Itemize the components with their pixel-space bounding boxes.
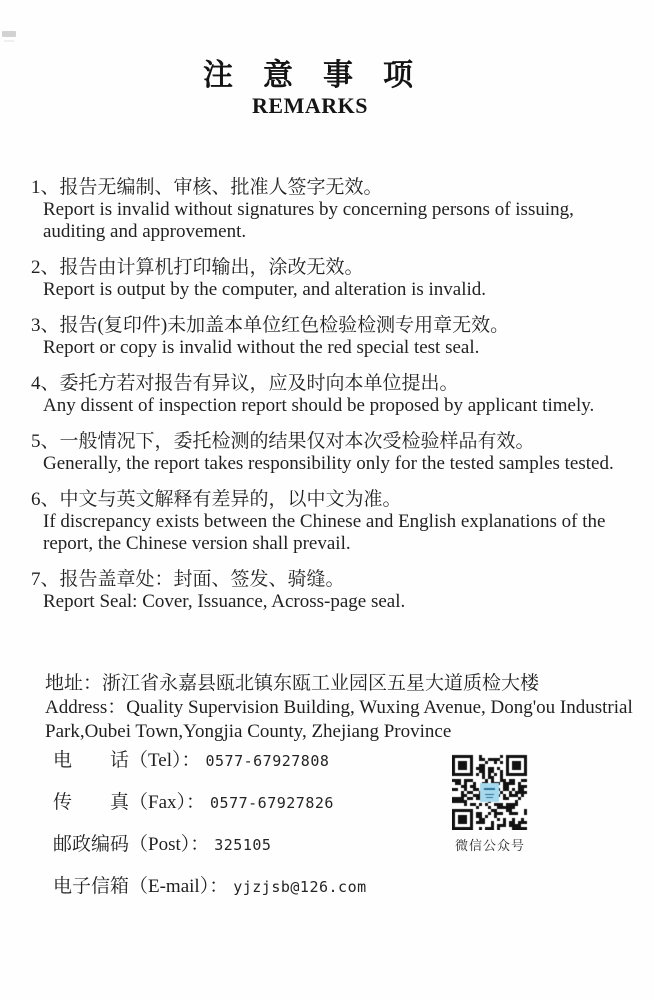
remark-number: 3、: [31, 315, 60, 336]
remark-en: Report Seal: Cover, Issuance, Across-page seal.: [43, 591, 406, 612]
remark-item: [31, 431, 646, 475]
remark-en: auditing and approvement.: [43, 221, 247, 242]
post-value: 325105: [214, 836, 272, 854]
remark-number: 6、: [31, 489, 60, 510]
remark-zh: [31, 373, 646, 395]
remark-zh-text: 报告由计算机打印输出，涂改无效。: [59, 257, 364, 278]
fax-value: 0577-67927826: [210, 794, 334, 812]
remark-item: [31, 569, 646, 613]
page-title-zh: 注意事项: [203, 59, 443, 92]
remark-en: report, the Chinese version shall prevail.: [43, 533, 351, 554]
remark-item: [31, 257, 646, 301]
remark-item: [31, 373, 646, 417]
address-block: [45, 672, 654, 744]
email-value: yjzjsb@126.com: [233, 878, 367, 896]
fax-label-zh: 传真: [53, 792, 129, 813]
scan-artifact: [2, 31, 16, 37]
remark-zh-text: 报告(复印件)未加盖本单位红色检验检测专用章无效。: [59, 315, 510, 336]
contact-row-tel: [53, 750, 367, 772]
tel-label-zh: 电话: [53, 750, 129, 771]
remark-zh: [31, 431, 646, 453]
remark-number: 4、: [31, 373, 60, 394]
address-en-line1: Address：Quality Supervision Building, Wuxing Avenue, Dong'ou Industrial: [45, 697, 633, 718]
remark-zh: [31, 569, 646, 591]
remark-item: [31, 315, 646, 359]
email-label-zh: 电子信箱: [53, 876, 130, 897]
remark-zh-text: 报告无编制、审核、批准人签字无效。: [59, 177, 383, 198]
remark-number: 7、: [31, 569, 60, 590]
qr-canvas: [452, 754, 528, 830]
fax-label-en: （Fax）：: [129, 792, 206, 813]
remark-en: Generally, the report takes responsibility only for the tested samples tested.: [43, 453, 614, 474]
post-label-en: （Post）：: [129, 834, 210, 855]
post-label-zh: 邮政编码: [53, 834, 130, 855]
email-label-en: （E-mail）：: [129, 876, 229, 897]
remark-en: If discrepancy exists between the Chinese and English explanations of the: [43, 511, 606, 532]
remark-zh-text: 一般情况下，委托检测的结果仅对本次受检验样品有效。: [59, 431, 535, 452]
contact-row-post: [53, 834, 367, 856]
tel-label-en: （Tel）：: [129, 750, 201, 771]
remark-item: [31, 177, 646, 243]
contact-row-email: [53, 876, 367, 898]
contact-row-fax: [53, 792, 367, 814]
remark-en: Report is invalid without signatures by concerning persons of issuing,: [43, 199, 574, 220]
remark-zh-text: 委托方若对报告有异议，应及时向本单位提出。: [59, 373, 459, 394]
page-title-en: REMARKS: [252, 93, 368, 118]
remark-zh-text: 报告盖章处：封面、签发、骑缝。: [59, 569, 345, 590]
remark-zh: [31, 315, 646, 337]
remarks-list: [31, 177, 646, 627]
address-zh: 地址：浙江省永嘉县瓯北镇东瓯工业园区五星大道质检大楼: [45, 673, 540, 694]
remark-en: Report or copy is invalid without the red special test seal.: [43, 337, 480, 358]
remark-zh: [31, 177, 646, 199]
qr-caption: 微信公众号: [454, 838, 525, 853]
address-en-line2: Park,Oubei Town,Yongjia County, Zhejiang Province: [45, 721, 452, 742]
tel-value: 0577-67927808: [205, 752, 330, 770]
wechat-qr-code: [452, 754, 528, 830]
remark-zh: [31, 257, 646, 279]
remark-en: Any dissent of inspection report should be proposed by applicant timely.: [43, 395, 595, 416]
remark-en: Report is output by the computer, and alteration is invalid.: [43, 279, 487, 300]
remark-number: 1、: [31, 177, 60, 198]
contact-block: [53, 750, 367, 918]
remark-zh-text: 中文与英文解释有差异的，以中文为准。: [59, 489, 402, 510]
remark-item: [31, 489, 646, 555]
remark-number: 2、: [31, 257, 60, 278]
remark-zh: [31, 489, 646, 511]
remark-number: 5、: [31, 431, 60, 452]
